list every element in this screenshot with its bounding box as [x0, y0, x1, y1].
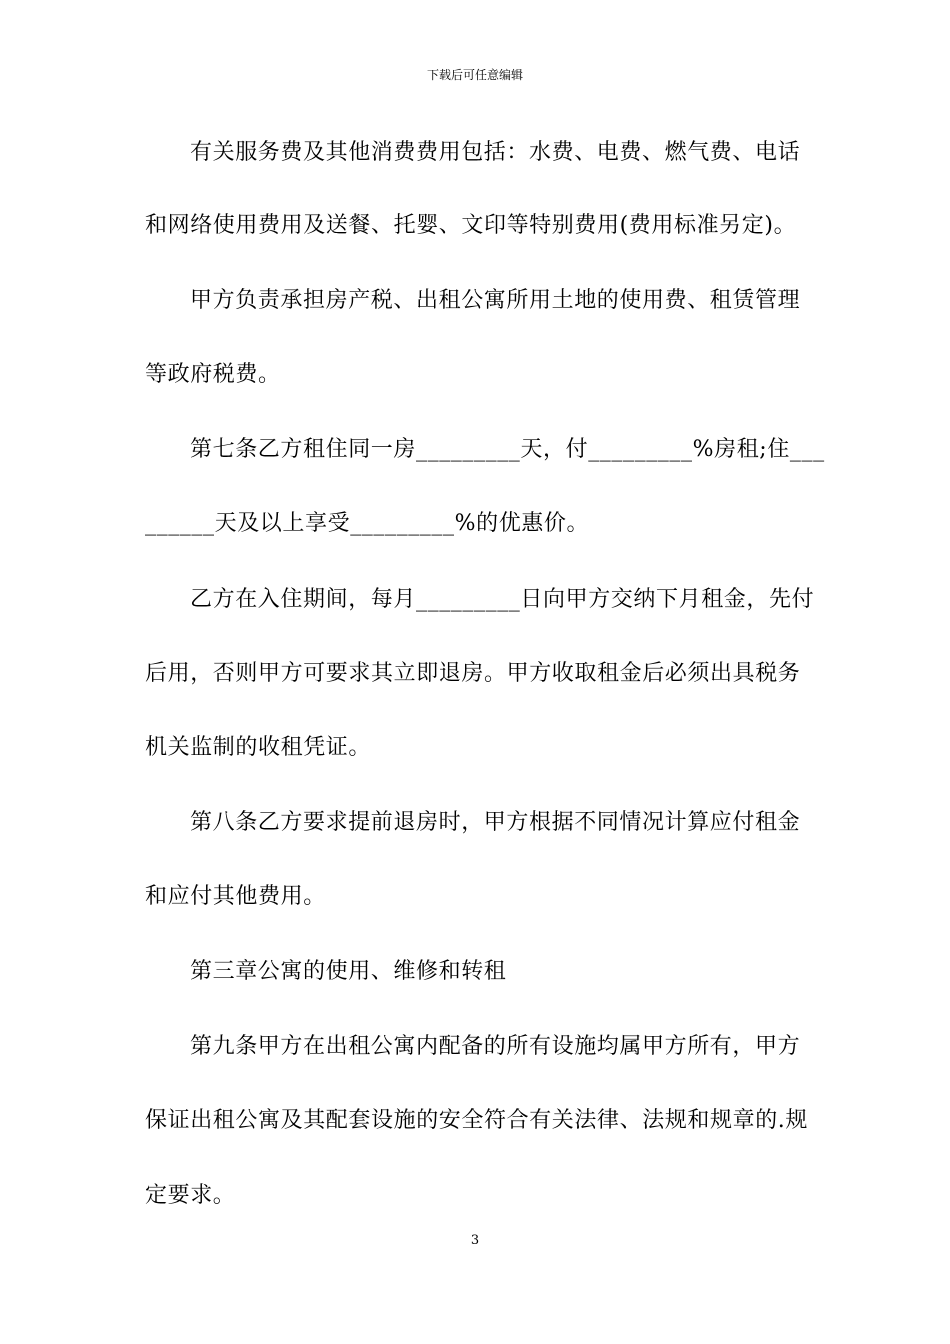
- page-header: 下载后可任意编辑: [426, 68, 523, 82]
- paragraph-line: 有关服务费及其他消费费用包括：水费、电费、燃气费、电话: [190, 140, 801, 165]
- paragraph-line: 第八条乙方要求提前退房时，甲方根据不同情况计算应付租金: [190, 810, 801, 835]
- section-heading: 第三章公寓的使用、维修和转租: [190, 959, 507, 984]
- paragraph-line: 乙方在入住期间，每月_________日向甲方交纳下月租金，先付: [190, 587, 815, 612]
- paragraph-line: 和应付其他费用。: [145, 884, 326, 909]
- paragraph-line: 机关监制的收租凭证。: [145, 735, 372, 760]
- paragraph-line: 定要求。: [145, 1183, 236, 1208]
- paragraph-line: 等政府税费。: [145, 362, 281, 387]
- paragraph-line: 保证出租公寓及其配套设施的安全符合有关法律、法规和规章的.规: [145, 1108, 808, 1133]
- paragraph-line: 后用，否则甲方可要求其立即退房。甲方收取租金后必须出具税务: [145, 661, 801, 686]
- paragraph-line: 甲方负责承担房产税、出租公寓所用土地的使用费、租赁管理: [190, 288, 801, 313]
- paragraph-line: ______天及以上享受_________%的优惠价。: [145, 511, 590, 536]
- paragraph-line: 第七条乙方租住同一房_________天，付_________%房租;住___: [190, 437, 825, 462]
- paragraph-line: 和网络使用费用及送餐、托婴、文印等特别费用(费用标准另定)。: [145, 213, 797, 238]
- page-number: 3: [470, 1233, 480, 1248]
- paragraph-line: 第九条甲方在出租公寓内配备的所有设施均属甲方所有，甲方: [190, 1034, 801, 1059]
